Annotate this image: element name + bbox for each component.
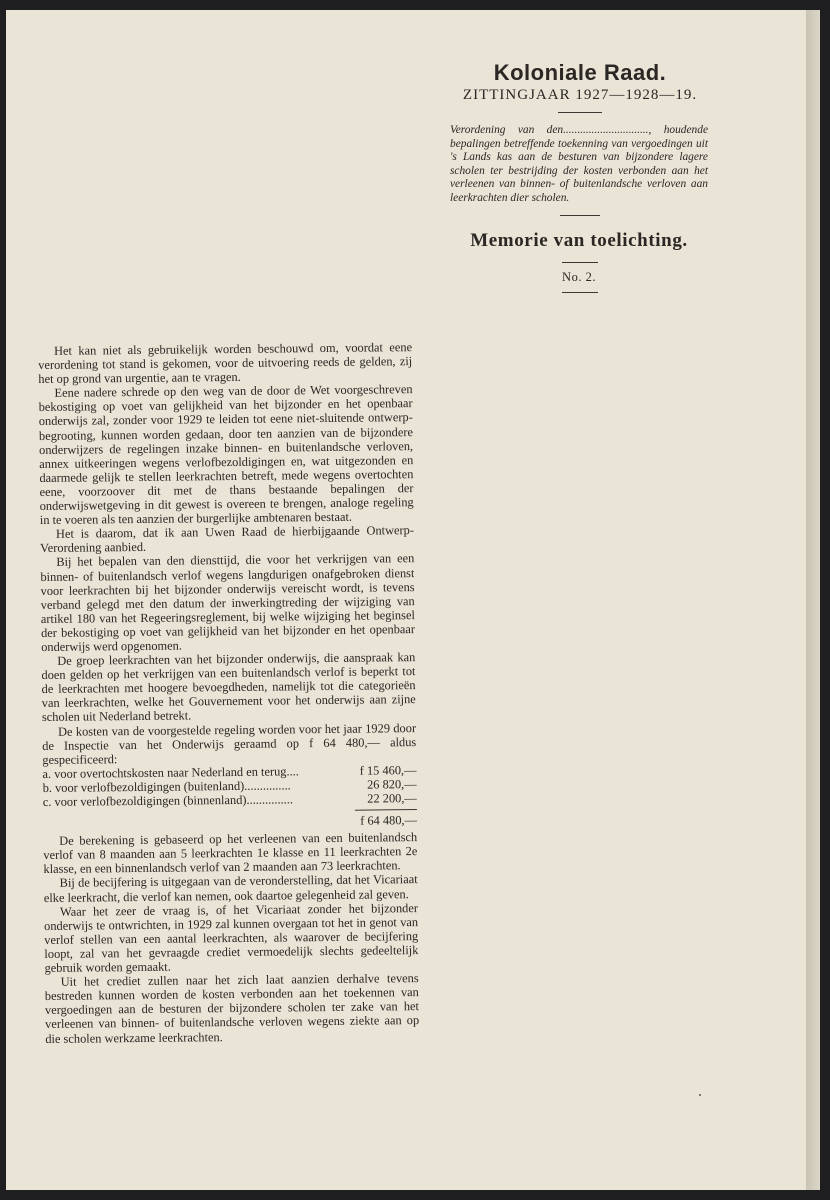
divider bbox=[558, 112, 602, 113]
document-header bbox=[450, 60, 710, 121]
cost-label: a. voor overtochtskosten naar Nederland en terug.... bbox=[42, 764, 299, 781]
cost-label: b. voor verlofbezoldigingen (buitenland)............... bbox=[42, 778, 291, 795]
cost-label: c. voor verlofbezoldigingen (binnenland)............... bbox=[42, 792, 294, 809]
page-edge bbox=[806, 10, 820, 1190]
paragraph: De berekening is gebaseerd op het verleenen van een buitenlandsch verlof van 8 maanden aan 5 leerkrachten 1e klasse en 11 leerkrachten 2e klasse, en een binnenlandsch verlof van 2 maanden aan 73 leerkrachten. bbox=[43, 830, 418, 877]
paragraph: Het is daarom, dat ik aan Uwen Raad de hierbijgaande Ontwerp-Verordening aanbied. bbox=[40, 523, 415, 556]
cost-amount: f 15 460,— bbox=[359, 762, 417, 778]
speck bbox=[699, 1094, 701, 1096]
paragraph: Eene nadere schrede op den weg van de door de Wet voorgeschreven bekostiging op voet van gelijkheid van het bijzonder en het openbaar onderwijs zal, zonder voor 1929 te leiden tot eene niet-sluitende ontwerp-begrooting, kunnen worden gedaan, door ten aanzien van de bijzondere onderwijzers de regelingen inzake binnen- en buitenlandsche verloven, annex uitkeeringen wegens verlofbezoldigingen en, wat uitgezonden en daarmede gelijk te stellen leerkrachten betreft, mede wegens overtochten eene, voorzoover dit met de thans bestaande bepalingen der onderwijswetgeving in dit gewest is overeen te brengen, analoge regeling in te voeren als ten aanzien der burgerlijke ambtenaren bestaat. bbox=[38, 382, 414, 528]
paragraph: Uit het crediet zullen naar het zich laat aanzien derhalve tevens bestreden kunnen worden de kosten verbonden aan het toekennen van vergoedingen aan de besturen der bijzondere scholen ter zake van het verleenen van binnen- of buitenlandsche verloven wegens ziekte aan op die scholen werkzame leerkrachten. bbox=[44, 971, 420, 1046]
body-text bbox=[38, 340, 419, 1045]
cost-total: f 64 480,— bbox=[360, 813, 418, 828]
paragraph: Bij het bepalen van den diensttijd, die voor het verkrijgen van een binnen- of buitenlandsch verlof wegens langdurigen onafgebroken dienst voor leerkrachten bij het bijzonder onderwijs vereischt wordt, is tevens verband gelegd met den datum der inwerkingtreding der wijziging van artikel 180 van het Regeeringsreglement, bij welke wijziging het beginsel der bekostiging op voet van gelijkheid van het bijzonder en het openbaar onderwijs werd opgenomen. bbox=[40, 551, 416, 654]
paragraph: Het kan niet als gebruikelijk worden beschouwd om, voordat eene verordening tot stand is gekomen, voor de uitvoering reeds de gelden, zij het op grond van urgentie, aan te vragen. bbox=[38, 340, 413, 387]
cost-amount: 26 820,— bbox=[366, 776, 417, 792]
cost-item bbox=[43, 791, 417, 809]
document-number: No. 2. bbox=[562, 270, 596, 284]
sum-divider bbox=[355, 809, 417, 811]
cost-amount: 22 200,— bbox=[367, 791, 417, 806]
divider bbox=[560, 215, 600, 216]
scan-border bbox=[820, 0, 830, 1200]
paragraph: Waar het zeer de vraag is, of het Vicariaat zonder het bijzonder onderwijs te ontwrichten, in 1929 zal kunnen overgaan tot het in genot van verlof stellen van een aantal leerkrachten, als waarover de becijfering loopt, zal van het gevraagde crediet vermoedelijk slechts gedeeltelijk gebruik worden gemaakt. bbox=[44, 900, 419, 975]
document-title: Koloniale Raad. bbox=[493, 60, 667, 85]
divider bbox=[562, 262, 598, 263]
paragraph: De groep leerkrachten van het bijzonder onderwijs, die aanspraak kan doen gelden op het verkrijgen van een buitenlandsch verlof is beperkt tot de leerkrachten met hoogere bevoegdheden, namelijk tot die categorieën van leerkrachten, welke het Gouvernement voor het onderwijs aan zijne scholen uit Nederland betrekt. bbox=[41, 650, 416, 725]
ordinance-title: Verordening van den.............................., houdende bepalingen betreffende toekenning van vergoedingen uit 's Lands kas aan de besturen van bijzondere lagere scholen ter bestrijding der kosten verbonden aan het verleenen van binnen- of buitenlandsche verloven aan leerkrachten dier scholen. bbox=[450, 124, 708, 204]
paragraph: De kosten van de voorgestelde regeling worden voor het jaar 1929 door de Inspectie van het Onderwijs geraamd op f 64 480,— aldus gespecificeerd: bbox=[42, 720, 417, 767]
paragraph: Bij de becijfering is uitgegaan van de veronderstelling, dat het Vicariaat elke leerkracht, die verlof kan nemen, ook daartoe gelegenheid zal geven. bbox=[43, 872, 418, 905]
memorie-heading: Memorie van toelichting. bbox=[470, 230, 688, 251]
session-year: ZITTINGJAAR 1927—1928—19. bbox=[462, 87, 698, 103]
divider bbox=[562, 292, 598, 293]
